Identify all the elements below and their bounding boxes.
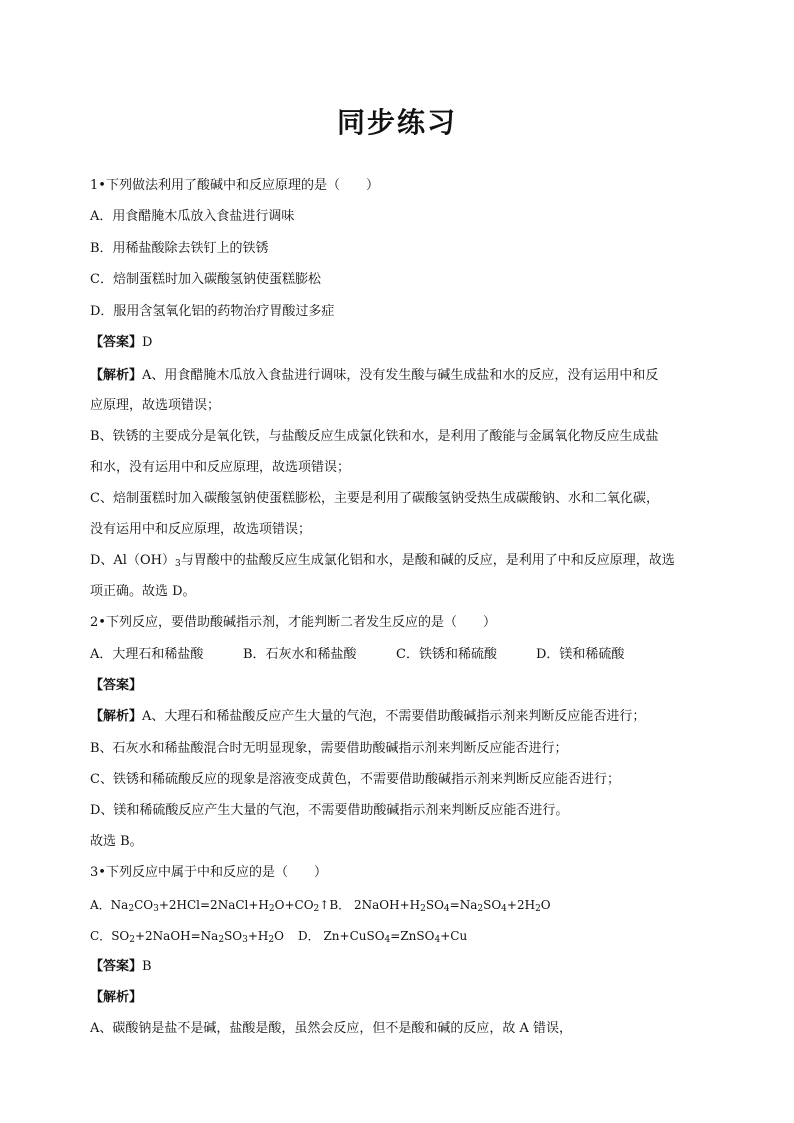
q1-analysis-label: 【解析】 — [90, 368, 143, 383]
q2-answer-label: 【答案】 — [90, 678, 143, 693]
subscript: 2 — [128, 904, 135, 914]
analysis-text: 与胃酸中的盐酸反应生成氯化铝和水，是酸和碱的反应，是利用了中和反应原理，故选 — [180, 553, 675, 568]
q2-analysis-text: A、大理石和稀盐酸反应产生大量的气泡，不需要借助酸碱指示剂来判断反应能否进行； — [142, 709, 646, 724]
q1-answer-label: 【答案】 — [90, 335, 143, 350]
subscript: 2 — [535, 904, 541, 914]
formula-text: D、Al（OH） — [90, 553, 175, 568]
q3-answer — [90, 958, 152, 976]
subscript: 4 — [434, 935, 441, 945]
q2-analysis-line — [90, 708, 645, 726]
q1-option-b: B．用稀盐酸除去铁钉上的铁锈 — [90, 241, 269, 256]
q1-analysis-line: 应原理，故选项错误； — [90, 398, 221, 413]
subscript: 3 — [174, 559, 181, 569]
formula-text: +Cu — [440, 929, 468, 943]
q3-answer-value: B — [142, 959, 152, 974]
q2-conclusion: 故选 B。 — [90, 834, 143, 849]
q3-options-cd — [90, 927, 467, 945]
q3-analysis-line: A、碳酸钠是盐不是碱，盐酸是酸，虽然会反应，但不是酸和碱的反应，故 A 错误， — [90, 1021, 573, 1036]
formula-text: SO — [425, 898, 444, 912]
subscript: 2 — [268, 904, 275, 914]
q1-answer-value: D — [142, 335, 153, 350]
q1-analysis-text: A、用食醋腌木瓜放入食盐进行调味，没有发生酸与碱生成盐和水的反应，没有运用中和反 — [142, 368, 659, 383]
q3-option-d — [298, 927, 467, 945]
q2-analysis-line: D、镁和稀硫酸反应产生大量的气泡，不需要借助酸碱指示剂来判断反应能否进行。 — [90, 803, 569, 818]
subscript: 2 — [420, 904, 426, 914]
subscript: 4 — [384, 935, 391, 945]
q3-option-a-prefix: A． — [90, 898, 111, 912]
q1-option-a: A．用食醋腌木瓜放入食盐进行调味 — [90, 209, 295, 224]
q1-answer — [90, 334, 152, 352]
q2-option-d: D．镁和稀硫酸 — [536, 647, 625, 662]
formula-text: 2NaOH+H — [354, 898, 421, 912]
subscript: 3 — [153, 904, 159, 914]
q3-option-d-prefix: D． — [298, 929, 320, 943]
q2-analysis-line: B、石灰水和稀盐酸混合时无明显现象，需要借助酸碱指示剂来判断反应能否进行； — [90, 741, 568, 756]
subscript: 2 — [477, 904, 484, 914]
gas-arrow: ↑ — [319, 898, 330, 912]
formula-text: Na — [110, 898, 129, 912]
formula-text: +2NaOH=Na — [134, 929, 219, 943]
q1-analysis-line: B、铁锈的主要成分是氧化铁，与盐酸反应生成氯化铁和水，是利用了酸能与金属氧化物反应生成盐 — [90, 429, 659, 444]
subscript: 2 — [218, 935, 225, 945]
q1-analysis-line: 项正确。故选 D。 — [90, 584, 196, 599]
page-title: 同步练习 — [336, 106, 457, 139]
subscript: 3 — [242, 935, 248, 945]
q2-option-a: A．大理石和稀盐酸 — [90, 647, 204, 662]
q1-analysis-line — [90, 367, 658, 385]
q2-analysis-label: 【解析】 — [90, 709, 143, 724]
q1-option-c: C．焙制蛋糕时加入碳酸氢钠使蛋糕膨松 — [90, 272, 321, 287]
q1-analysis-line: 和水，没有运用中和反应原理，故选项错误； — [90, 460, 351, 475]
formula-text: +2HCl=2NaCl+H — [158, 898, 269, 912]
formula-text: Zn+CuSO — [323, 929, 385, 943]
formula-text: O — [274, 929, 284, 943]
q1-option-d: D．服用含氢氧化铝的药物治疗胃酸过多症 — [90, 304, 335, 319]
formula-text: +H — [247, 929, 269, 943]
formula-text: CO — [134, 898, 154, 912]
formula-text: O — [540, 898, 551, 912]
q3-analysis-label: 【解析】 — [90, 990, 143, 1005]
formula-text: SO — [224, 929, 243, 943]
q1-stem: 1•下列做法利用了酸碱中和反应原理的是（ ） — [90, 178, 379, 193]
q2-option-c: C．铁锈和稀硫酸 — [396, 647, 497, 662]
q1-analysis-line: C、焙制蛋糕时加入碳酸氢钠使蛋糕膨松，主要是利用了碳酸氢钠受热生成碳酸钠、水和二氧化碳， — [90, 491, 659, 506]
formula-text: +2H — [506, 898, 536, 912]
subscript: 4 — [501, 904, 507, 914]
q3-option-c — [90, 927, 298, 945]
q3-answer-label: 【答案】 — [90, 959, 143, 974]
q1-analysis-line — [90, 552, 675, 570]
q3-option-c-prefix: C． — [90, 929, 112, 943]
formula-text: SO — [483, 898, 502, 912]
formula-text: O+CO — [274, 898, 314, 912]
q1-analysis-line: 没有运用中和反应原理，故选项错误； — [90, 522, 312, 537]
subscript: 2 — [129, 935, 135, 945]
q2-option-b: B．石灰水和稀盐酸 — [243, 647, 357, 662]
q2-options — [90, 646, 624, 664]
q3-option-b-prefix: B． — [329, 898, 351, 912]
subscript: 2 — [268, 935, 275, 945]
formula-text: =ZnSO — [390, 929, 435, 943]
subscript: 4 — [443, 904, 450, 914]
subscript: 2 — [313, 904, 320, 914]
q3-stem: 3•下列反应中属于中和反应的是（ ） — [90, 865, 327, 880]
q2-analysis-line: C、铁锈和稀硫酸反应的现象是溶液变成黄色，不需要借助酸碱指示剂来判断反应能否进行； — [90, 772, 620, 787]
formula-text: =Na — [449, 898, 478, 912]
formula-text: SO — [111, 929, 130, 943]
q3-options-ab — [90, 896, 551, 914]
q2-stem: 2•下列反应，要借助酸碱指示剂，才能判断二者发生反应的是（ ） — [90, 615, 496, 630]
